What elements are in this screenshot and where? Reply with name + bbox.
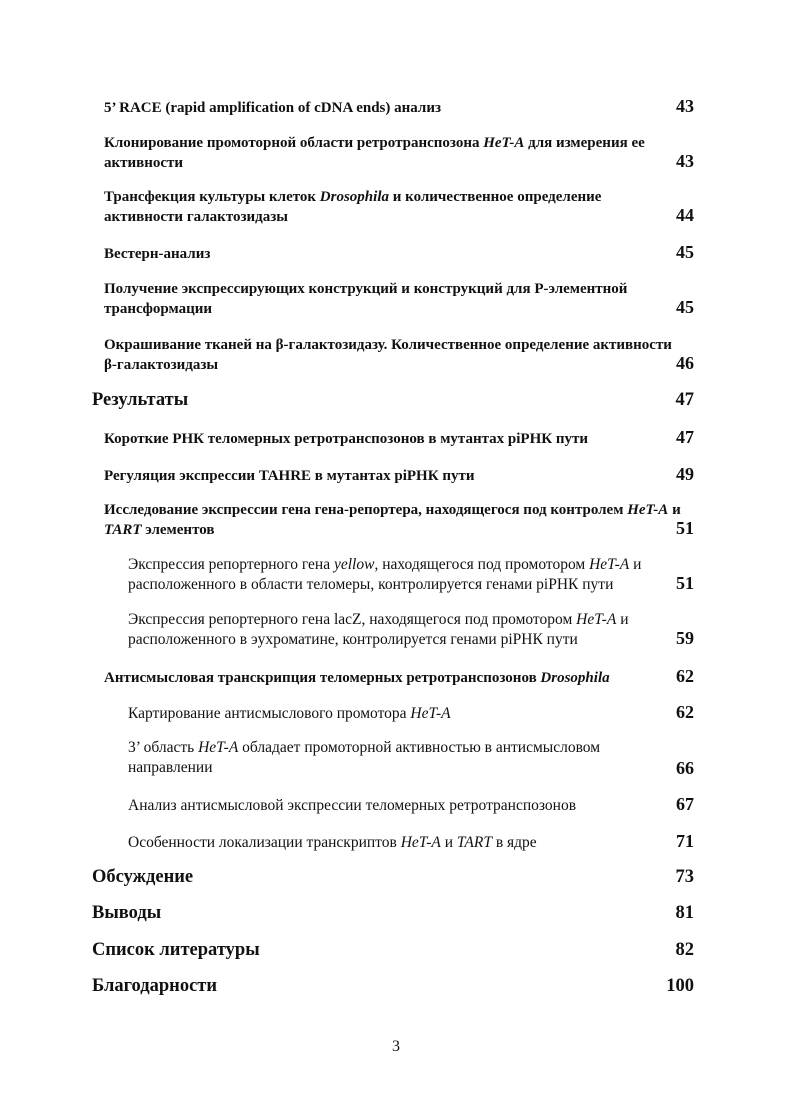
page-number: 3: [392, 1038, 400, 1055]
toc-entry-page: 47: [676, 427, 694, 447]
toc-entry-page: 66: [676, 758, 694, 778]
toc-entry-title: Антисмысловая транскрипция теломерных ретротранспозонов Drosophila: [104, 670, 610, 686]
toc-entry-page: 100: [666, 976, 694, 996]
toc-entry-title: Вестерн-анализ: [104, 246, 211, 262]
toc-entry-title: Особенности локализации транскриптов HeT-A и TART в ядре: [128, 834, 537, 851]
toc-entry-page: 81: [675, 903, 694, 923]
toc-entry-page: 51: [676, 518, 694, 538]
toc-entry-title: 3’ область HeT-A обладает промоторной активностью в антисмысловом направлении: [128, 739, 601, 776]
toc-entry-page: 51: [676, 573, 694, 593]
toc-entry-page: 45: [676, 242, 694, 262]
toc-entry-page: 59: [676, 628, 694, 648]
toc-entry-page: 62: [676, 666, 694, 686]
toc-entry-page: 49: [676, 464, 694, 484]
toc-entry-page: 67: [676, 794, 694, 814]
toc-entry-title: Клонирование промоторной области ретротранспозона HeT-A для измерения ее активности: [104, 135, 645, 171]
toc-entry-title: Выводы: [92, 903, 162, 923]
toc-entry-title: Трансфекция культуры клеток Drosophila и количественное определение активности галактозидазы: [104, 189, 602, 225]
toc-entry-page: 62: [676, 702, 694, 722]
toc-entry-title: Короткие РНК теломерных ретротранспозонов в мутантах piРНК пути: [104, 431, 589, 447]
toc-entry-title: Получение экспрессирующих конструкций и конструкций для Р-элементной трансформации: [104, 281, 628, 317]
toc-entry-title: Картирование антисмыслового промотора HeT-A: [128, 705, 451, 722]
toc-entry-title: Экспрессия репортерного гена lacZ, находящегося под промотором HeT-A и расположенного в эухроматине, контролируется генами piРНК пути: [128, 611, 629, 648]
toc-entry-title: Обсуждение: [92, 867, 194, 887]
toc-entry-page: 71: [676, 831, 694, 851]
toc-entry-page: 43: [676, 96, 694, 116]
toc-entry-title: 5’ RACE (rapid amplification of cDNA ends) анализ: [104, 100, 441, 116]
toc-entry-title: Экспрессия репортерного гена yellow, находящегося под промотором HeT-A и расположенного в области теломеры, контролируется генами piРНК пути: [128, 556, 642, 593]
toc-entry-page: 82: [675, 940, 694, 960]
toc-entry-title: Регуляция экспрессии TAHRE в мутантах piРНК пути: [104, 468, 475, 484]
toc-entry-title: Анализ антисмысловой экспрессии теломерных ретротранспозонов: [128, 797, 577, 814]
toc-entry-title: Результаты: [92, 390, 189, 410]
toc-entry-title: Список литературы: [92, 940, 260, 960]
toc-entry-page: 46: [676, 353, 694, 373]
toc-entry-title: Благодарности: [92, 976, 218, 996]
toc-entry-title: Исследование экспрессии гена гена-репортера, находящегося под контролем HeT-A и TART элементов: [104, 502, 681, 538]
toc-entry-page: 47: [675, 390, 694, 410]
toc-entry-page: 44: [676, 205, 694, 225]
toc-entry-page: 73: [675, 867, 694, 887]
toc-entry-page: 45: [676, 297, 694, 317]
toc-entry-page: 43: [676, 151, 694, 171]
toc-entry-title: Окрашивание тканей на β-галактозидазу. Количественное определение активности β-галактозидазы: [104, 337, 672, 373]
